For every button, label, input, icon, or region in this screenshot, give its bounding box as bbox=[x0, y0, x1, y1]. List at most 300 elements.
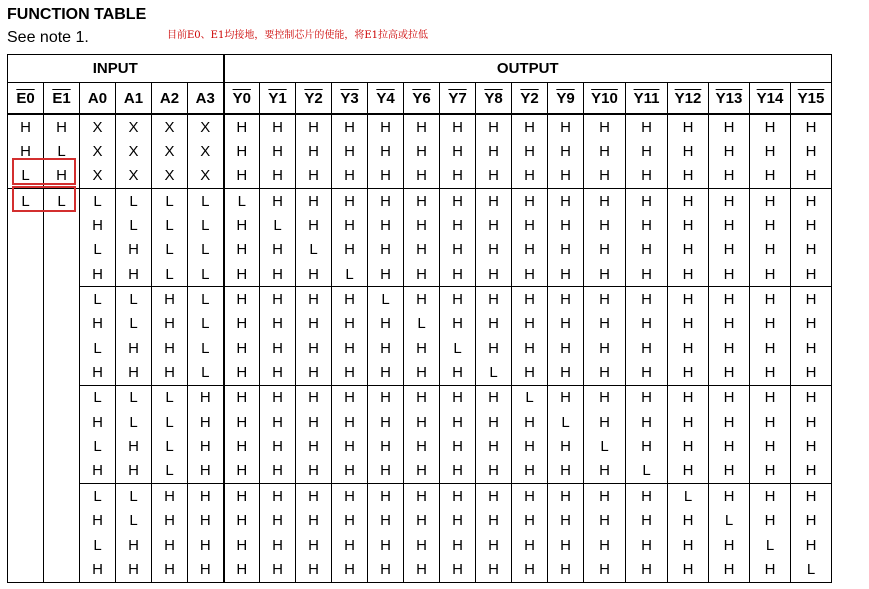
output-cell: H bbox=[791, 312, 832, 336]
input-cell: X bbox=[116, 114, 152, 139]
output-cell: H bbox=[368, 360, 404, 385]
input-cell bbox=[8, 459, 44, 484]
output-cell: H bbox=[548, 213, 584, 237]
output-cell: L bbox=[626, 459, 668, 484]
output-column-header-10: Y10 bbox=[584, 83, 626, 115]
output-cell: H bbox=[476, 557, 512, 582]
input-cell: L bbox=[80, 336, 116, 360]
output-cell: H bbox=[668, 213, 709, 237]
output-cell: H bbox=[750, 360, 791, 385]
input-cell: H bbox=[80, 410, 116, 434]
output-column-header-3: Y3 bbox=[332, 83, 368, 115]
output-cell: H bbox=[584, 336, 626, 360]
output-cell: L bbox=[709, 509, 750, 533]
output-cell: H bbox=[404, 509, 440, 533]
output-cell: H bbox=[668, 336, 709, 360]
output-cell: H bbox=[584, 164, 626, 189]
output-cell: H bbox=[296, 189, 332, 214]
output-cell: L bbox=[512, 385, 548, 410]
output-cell: H bbox=[332, 385, 368, 410]
output-column-header-12: Y12 bbox=[668, 83, 709, 115]
output-cell: H bbox=[332, 434, 368, 458]
input-cell: L bbox=[8, 189, 44, 214]
output-cell: H bbox=[296, 509, 332, 533]
function-table bbox=[7, 54, 832, 583]
table-row bbox=[8, 459, 832, 484]
output-cell: H bbox=[626, 336, 668, 360]
output-cell: H bbox=[512, 336, 548, 360]
output-cell: H bbox=[368, 484, 404, 509]
input-cell: H bbox=[116, 360, 152, 385]
output-cell: H bbox=[709, 533, 750, 557]
input-cell: H bbox=[116, 336, 152, 360]
input-cell bbox=[8, 287, 44, 312]
input-cell: L bbox=[188, 189, 224, 214]
input-group-header: INPUT bbox=[8, 55, 224, 83]
output-column-header-5: Y6 bbox=[404, 83, 440, 115]
input-cell: X bbox=[188, 139, 224, 163]
output-cell: H bbox=[709, 459, 750, 484]
output-cell: H bbox=[476, 213, 512, 237]
output-cell: H bbox=[584, 114, 626, 139]
input-cell: H bbox=[152, 360, 188, 385]
input-cell: H bbox=[152, 287, 188, 312]
output-cell: H bbox=[260, 533, 296, 557]
input-cell: H bbox=[152, 533, 188, 557]
output-cell: H bbox=[260, 139, 296, 163]
output-cell: H bbox=[296, 484, 332, 509]
output-cell: H bbox=[626, 533, 668, 557]
input-cell: L bbox=[188, 360, 224, 385]
output-cell: H bbox=[224, 484, 260, 509]
output-cell: H bbox=[224, 213, 260, 237]
output-cell: H bbox=[260, 459, 296, 484]
output-cell: H bbox=[548, 262, 584, 287]
input-cell: H bbox=[80, 459, 116, 484]
output-cell: H bbox=[548, 114, 584, 139]
output-cell: H bbox=[750, 434, 791, 458]
output-cell: L bbox=[440, 336, 476, 360]
output-cell: H bbox=[584, 459, 626, 484]
output-cell: H bbox=[548, 434, 584, 458]
table-row bbox=[8, 484, 832, 509]
output-cell: H bbox=[791, 213, 832, 237]
input-cell: X bbox=[188, 164, 224, 189]
output-cell: H bbox=[626, 385, 668, 410]
input-cell: L bbox=[152, 238, 188, 262]
input-column-header-2: A0 bbox=[80, 83, 116, 115]
output-cell: H bbox=[368, 139, 404, 163]
output-cell: H bbox=[709, 557, 750, 582]
output-cell: H bbox=[332, 509, 368, 533]
output-cell: H bbox=[626, 557, 668, 582]
output-cell: H bbox=[512, 238, 548, 262]
output-cell: H bbox=[584, 213, 626, 237]
output-cell: H bbox=[512, 484, 548, 509]
input-cell: H bbox=[116, 434, 152, 458]
output-cell: H bbox=[548, 164, 584, 189]
output-cell: H bbox=[440, 189, 476, 214]
output-cell: H bbox=[548, 484, 584, 509]
output-cell: H bbox=[512, 213, 548, 237]
output-cell: H bbox=[404, 533, 440, 557]
table-row bbox=[8, 189, 832, 214]
output-cell: H bbox=[404, 484, 440, 509]
output-cell: H bbox=[750, 114, 791, 139]
input-cell bbox=[44, 509, 80, 533]
output-cell: H bbox=[440, 238, 476, 262]
input-cell bbox=[44, 312, 80, 336]
output-cell: H bbox=[512, 459, 548, 484]
output-cell: H bbox=[791, 262, 832, 287]
output-cell: H bbox=[404, 262, 440, 287]
output-cell: H bbox=[791, 509, 832, 533]
input-cell: H bbox=[188, 533, 224, 557]
output-cell: H bbox=[512, 557, 548, 582]
output-cell: H bbox=[548, 509, 584, 533]
table-row bbox=[8, 533, 832, 557]
output-cell: H bbox=[626, 164, 668, 189]
output-cell: H bbox=[750, 238, 791, 262]
output-cell: H bbox=[750, 139, 791, 163]
output-cell: H bbox=[404, 360, 440, 385]
output-cell: H bbox=[584, 533, 626, 557]
input-cell: X bbox=[152, 164, 188, 189]
output-cell: H bbox=[440, 533, 476, 557]
output-cell: H bbox=[332, 213, 368, 237]
output-cell: H bbox=[791, 459, 832, 484]
input-cell: L bbox=[188, 262, 224, 287]
input-cell: L bbox=[116, 509, 152, 533]
output-cell: H bbox=[709, 238, 750, 262]
output-cell: H bbox=[584, 189, 626, 214]
output-cell: H bbox=[584, 139, 626, 163]
output-cell: H bbox=[626, 434, 668, 458]
output-cell: H bbox=[750, 385, 791, 410]
input-column-header-1: E1 bbox=[44, 83, 80, 115]
output-cell: H bbox=[440, 410, 476, 434]
input-column-header-5: A3 bbox=[188, 83, 224, 115]
table-row bbox=[8, 360, 832, 385]
output-cell: H bbox=[548, 533, 584, 557]
input-cell: L bbox=[152, 459, 188, 484]
table-row bbox=[8, 336, 832, 360]
output-cell: H bbox=[332, 287, 368, 312]
output-cell: H bbox=[260, 509, 296, 533]
output-cell: H bbox=[260, 360, 296, 385]
output-cell: H bbox=[440, 557, 476, 582]
output-cell: H bbox=[584, 410, 626, 434]
input-cell: H bbox=[116, 533, 152, 557]
output-cell: H bbox=[668, 238, 709, 262]
output-group-header: OUTPUT bbox=[224, 55, 832, 83]
input-cell: H bbox=[80, 262, 116, 287]
output-cell: H bbox=[296, 434, 332, 458]
output-cell: H bbox=[512, 509, 548, 533]
input-cell: L bbox=[8, 164, 44, 189]
input-cell: L bbox=[80, 287, 116, 312]
table-row bbox=[8, 410, 832, 434]
input-cell bbox=[8, 557, 44, 582]
input-cell: L bbox=[80, 238, 116, 262]
output-cell: H bbox=[709, 360, 750, 385]
output-cell: H bbox=[750, 336, 791, 360]
output-cell: H bbox=[404, 189, 440, 214]
output-cell: H bbox=[584, 385, 626, 410]
input-cell: L bbox=[152, 262, 188, 287]
output-cell: H bbox=[224, 434, 260, 458]
output-cell: H bbox=[791, 533, 832, 557]
output-column-header-13: Y13 bbox=[709, 83, 750, 115]
output-cell: H bbox=[224, 557, 260, 582]
output-cell: H bbox=[709, 164, 750, 189]
input-cell bbox=[44, 262, 80, 287]
output-cell: H bbox=[668, 189, 709, 214]
output-column-header-1: Y1 bbox=[260, 83, 296, 115]
output-column-header-4: Y4 bbox=[368, 83, 404, 115]
input-cell: L bbox=[116, 312, 152, 336]
output-cell: H bbox=[791, 410, 832, 434]
output-cell: H bbox=[476, 189, 512, 214]
input-cell: X bbox=[152, 114, 188, 139]
table-row bbox=[8, 509, 832, 533]
output-cell: H bbox=[626, 139, 668, 163]
input-cell: H bbox=[80, 213, 116, 237]
output-cell: H bbox=[791, 360, 832, 385]
output-cell: H bbox=[791, 238, 832, 262]
input-cell: H bbox=[188, 434, 224, 458]
output-cell: H bbox=[296, 139, 332, 163]
output-cell: H bbox=[224, 509, 260, 533]
table-row bbox=[8, 557, 832, 582]
output-cell: H bbox=[404, 287, 440, 312]
input-cell: H bbox=[188, 484, 224, 509]
output-cell: H bbox=[296, 287, 332, 312]
output-cell: H bbox=[750, 189, 791, 214]
input-cell bbox=[44, 459, 80, 484]
output-cell: H bbox=[260, 385, 296, 410]
output-cell: H bbox=[296, 533, 332, 557]
output-cell: H bbox=[548, 336, 584, 360]
input-cell bbox=[8, 509, 44, 533]
output-cell: H bbox=[476, 459, 512, 484]
output-cell: H bbox=[260, 312, 296, 336]
input-cell: H bbox=[8, 114, 44, 139]
output-cell: H bbox=[626, 287, 668, 312]
output-cell: H bbox=[791, 114, 832, 139]
output-cell: H bbox=[332, 114, 368, 139]
output-cell: L bbox=[332, 262, 368, 287]
output-cell: H bbox=[224, 459, 260, 484]
output-cell: H bbox=[668, 312, 709, 336]
output-cell: H bbox=[626, 238, 668, 262]
output-column-header-0: Y0 bbox=[224, 83, 260, 115]
output-cell: H bbox=[404, 410, 440, 434]
output-cell: H bbox=[332, 533, 368, 557]
input-cell bbox=[8, 385, 44, 410]
input-cell: H bbox=[152, 509, 188, 533]
output-cell: H bbox=[709, 434, 750, 458]
output-cell: H bbox=[668, 557, 709, 582]
input-cell: X bbox=[152, 139, 188, 163]
input-cell: H bbox=[116, 262, 152, 287]
output-cell: H bbox=[260, 164, 296, 189]
output-cell: H bbox=[440, 459, 476, 484]
table-row bbox=[8, 287, 832, 312]
output-cell: H bbox=[296, 385, 332, 410]
output-cell: H bbox=[404, 238, 440, 262]
output-cell: H bbox=[224, 385, 260, 410]
output-cell: H bbox=[512, 434, 548, 458]
input-cell: H bbox=[152, 336, 188, 360]
output-cell: H bbox=[368, 434, 404, 458]
output-cell: H bbox=[332, 139, 368, 163]
input-column-header-3: A1 bbox=[116, 83, 152, 115]
output-cell: H bbox=[750, 484, 791, 509]
output-cell: H bbox=[296, 164, 332, 189]
output-cell: H bbox=[476, 114, 512, 139]
output-cell: H bbox=[440, 287, 476, 312]
input-cell bbox=[44, 410, 80, 434]
output-cell: H bbox=[224, 262, 260, 287]
input-cell: L bbox=[188, 238, 224, 262]
input-cell bbox=[44, 484, 80, 509]
output-cell: H bbox=[626, 509, 668, 533]
output-cell: H bbox=[224, 360, 260, 385]
output-cell: H bbox=[332, 360, 368, 385]
output-cell: H bbox=[512, 139, 548, 163]
input-cell: L bbox=[152, 213, 188, 237]
output-cell: H bbox=[668, 262, 709, 287]
output-cell: H bbox=[668, 287, 709, 312]
output-cell: H bbox=[709, 213, 750, 237]
output-cell: H bbox=[512, 312, 548, 336]
output-cell: L bbox=[750, 533, 791, 557]
output-cell: H bbox=[512, 164, 548, 189]
output-cell: H bbox=[260, 189, 296, 214]
output-cell: H bbox=[332, 459, 368, 484]
output-cell: H bbox=[332, 336, 368, 360]
output-cell: H bbox=[709, 410, 750, 434]
output-cell: H bbox=[368, 213, 404, 237]
output-cell: H bbox=[440, 139, 476, 163]
output-cell: H bbox=[750, 213, 791, 237]
table-row bbox=[8, 385, 832, 410]
output-cell: H bbox=[476, 385, 512, 410]
input-cell bbox=[44, 533, 80, 557]
output-cell: H bbox=[750, 410, 791, 434]
output-cell: L bbox=[476, 360, 512, 385]
output-cell: H bbox=[584, 262, 626, 287]
output-cell: L bbox=[668, 484, 709, 509]
output-cell: H bbox=[709, 312, 750, 336]
output-cell: H bbox=[750, 262, 791, 287]
output-cell: H bbox=[584, 509, 626, 533]
output-cell: H bbox=[368, 557, 404, 582]
output-cell: H bbox=[512, 287, 548, 312]
input-cell: L bbox=[80, 189, 116, 214]
output-cell: H bbox=[709, 114, 750, 139]
output-cell: H bbox=[440, 312, 476, 336]
table-row bbox=[8, 262, 832, 287]
input-cell: L bbox=[80, 484, 116, 509]
input-cell: L bbox=[152, 410, 188, 434]
output-cell: H bbox=[224, 312, 260, 336]
output-cell: H bbox=[476, 262, 512, 287]
output-cell: H bbox=[296, 459, 332, 484]
input-cell: H bbox=[152, 484, 188, 509]
output-cell: H bbox=[584, 287, 626, 312]
output-cell: H bbox=[512, 360, 548, 385]
output-cell: L bbox=[584, 434, 626, 458]
input-column-header-0: E0 bbox=[8, 83, 44, 115]
output-cell: H bbox=[668, 114, 709, 139]
output-cell: H bbox=[548, 459, 584, 484]
output-cell: H bbox=[476, 164, 512, 189]
output-cell: H bbox=[626, 410, 668, 434]
output-cell: H bbox=[368, 312, 404, 336]
output-cell: H bbox=[512, 189, 548, 214]
output-cell: L bbox=[260, 213, 296, 237]
input-cell: L bbox=[80, 533, 116, 557]
table-row bbox=[8, 164, 832, 189]
output-cell: H bbox=[584, 312, 626, 336]
output-cell: L bbox=[368, 287, 404, 312]
output-cell: H bbox=[709, 139, 750, 163]
output-cell: L bbox=[296, 238, 332, 262]
output-cell: H bbox=[791, 189, 832, 214]
input-cell bbox=[44, 336, 80, 360]
input-column-header-4: A2 bbox=[152, 83, 188, 115]
output-cell: H bbox=[584, 360, 626, 385]
input-cell: L bbox=[188, 213, 224, 237]
input-cell bbox=[8, 484, 44, 509]
output-cell: L bbox=[224, 189, 260, 214]
output-cell: H bbox=[440, 213, 476, 237]
output-cell: H bbox=[224, 164, 260, 189]
input-cell: X bbox=[116, 139, 152, 163]
output-cell: H bbox=[512, 262, 548, 287]
input-cell bbox=[8, 336, 44, 360]
input-cell bbox=[8, 410, 44, 434]
input-cell: H bbox=[188, 557, 224, 582]
input-cell bbox=[44, 434, 80, 458]
output-cell: H bbox=[476, 139, 512, 163]
input-cell: L bbox=[152, 434, 188, 458]
input-cell: L bbox=[80, 385, 116, 410]
input-cell: H bbox=[116, 238, 152, 262]
output-cell: H bbox=[548, 385, 584, 410]
table-row bbox=[8, 139, 832, 163]
output-cell: H bbox=[476, 533, 512, 557]
input-cell: X bbox=[116, 164, 152, 189]
output-cell: L bbox=[548, 410, 584, 434]
output-cell: H bbox=[368, 459, 404, 484]
output-cell: H bbox=[296, 262, 332, 287]
output-cell: H bbox=[224, 533, 260, 557]
output-cell: H bbox=[440, 114, 476, 139]
output-cell: H bbox=[791, 164, 832, 189]
input-cell: L bbox=[116, 484, 152, 509]
input-cell: L bbox=[152, 385, 188, 410]
output-cell: H bbox=[368, 336, 404, 360]
input-cell bbox=[44, 287, 80, 312]
output-cell: H bbox=[626, 484, 668, 509]
output-cell: H bbox=[548, 287, 584, 312]
output-cell: H bbox=[709, 189, 750, 214]
input-cell bbox=[44, 557, 80, 582]
input-cell bbox=[8, 262, 44, 287]
